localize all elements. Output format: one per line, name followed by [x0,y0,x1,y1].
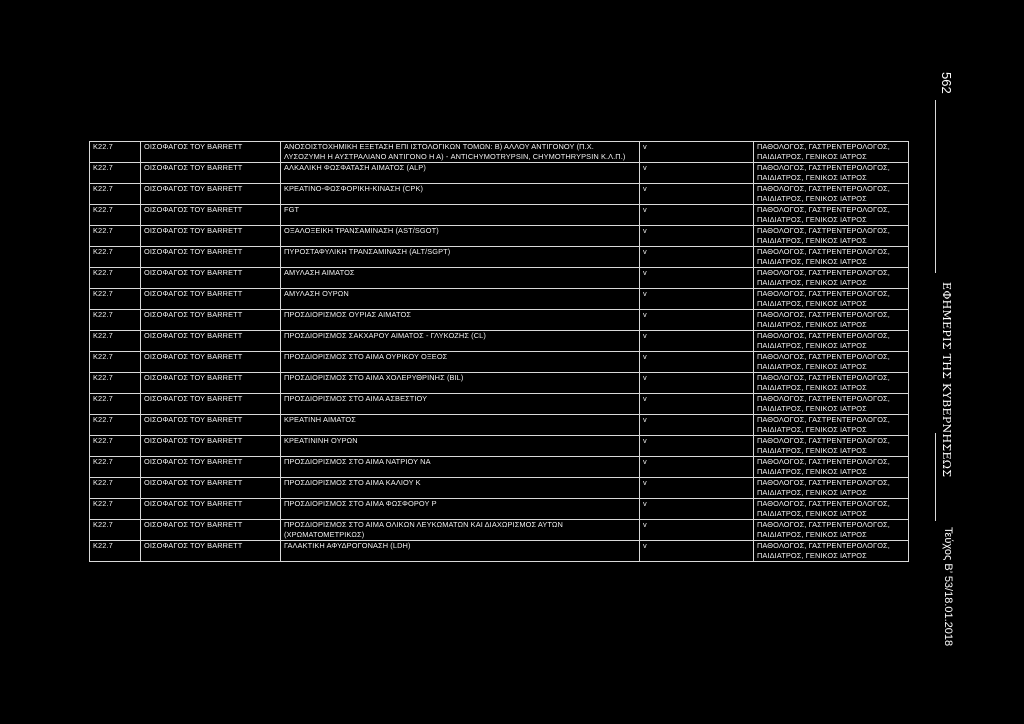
specialty-cell: ΠΑΘΟΛΟΓΟΣ, ΓΑΣΤΡΕΝΤΕΡΟΛΟΓΟΣ, ΠΑΙΔΙΑΤΡΟΣ, ΓΕΝΙΚΟΣ ΙΑΤΡΟΣ [754,499,909,520]
exam-table-body [90,142,909,562]
specialty-cell: ΠΑΘΟΛΟΓΟΣ, ΓΑΣΤΡΕΝΤΕΡΟΛΟΓΟΣ, ΠΑΙΔΙΑΤΡΟΣ, ΓΕΝΙΚΟΣ ΙΑΤΡΟΣ [754,205,909,226]
diagnosis-cell: ΟΙΣΟΦΑΓΟΣ ΤΟΥ BARRETT [141,226,281,247]
diagnosis-cell: ΟΙΣΟΦΑΓΟΣ ΤΟΥ BARRETT [141,457,281,478]
specialty-cell: ΠΑΘΟΛΟΓΟΣ, ΓΑΣΤΡΕΝΤΕΡΟΛΟΓΟΣ, ΠΑΙΔΙΑΤΡΟΣ, ΓΕΝΙΚΟΣ ΙΑΤΡΟΣ [754,226,909,247]
icd-code-cell: K22.7 [90,163,141,184]
test-name-cell: ΑΜΥΛΑΣΗ ΑΙΜΑΤΟΣ [281,268,640,289]
diagnosis-cell: ΟΙΣΟΦΑΓΟΣ ΤΟΥ BARRETT [141,289,281,310]
mark-cell: v [640,352,754,373]
table-row [90,331,909,352]
diagnosis-cell: ΟΙΣΟΦΑΓΟΣ ΤΟΥ BARRETT [141,520,281,541]
table-row [90,415,909,436]
specialty-cell: ΠΑΘΟΛΟΓΟΣ, ΓΑΣΤΡΕΝΤΕΡΟΛΟΓΟΣ, ΠΑΙΔΙΑΤΡΟΣ, ΓΕΝΙΚΟΣ ΙΑΤΡΟΣ [754,289,909,310]
icd-code-cell: K22.7 [90,415,141,436]
test-name-cell: ΠΡΟΣΔΙΟΡΙΣΜΟΣ ΣΤΟ ΑΙΜΑ ΑΣΒΕΣΤΙΟΥ [281,394,640,415]
mark-cell: v [640,541,754,562]
specialty-cell: ΠΑΘΟΛΟΓΟΣ, ΓΑΣΤΡΕΝΤΕΡΟΛΟΓΟΣ, ΠΑΙΔΙΑΤΡΟΣ, ΓΕΝΙΚΟΣ ΙΑΤΡΟΣ [754,142,909,163]
diagnosis-cell: ΟΙΣΟΦΑΓΟΣ ΤΟΥ BARRETT [141,142,281,163]
mark-cell: v [640,289,754,310]
mark-cell: v [640,478,754,499]
diagnosis-cell: ΟΙΣΟΦΑΓΟΣ ΤΟΥ BARRETT [141,541,281,562]
icd-code-cell: K22.7 [90,247,141,268]
table-row [90,184,909,205]
specialty-cell: ΠΑΘΟΛΟΓΟΣ, ΓΑΣΤΡΕΝΤΕΡΟΛΟΓΟΣ, ΠΑΙΔΙΑΤΡΟΣ, ΓΕΝΙΚΟΣ ΙΑΤΡΟΣ [754,331,909,352]
diagnosis-cell: ΟΙΣΟΦΑΓΟΣ ΤΟΥ BARRETT [141,352,281,373]
test-name-cell: ΠΡΟΣΔΙΟΡΙΣΜΟΣ ΣΤΟ ΑΙΜΑ ΟΛΙΚΩΝ ΛΕΥΚΩΜΑΤΩΝ ΚΑΙ ΔΙΑΧΩΡΙΣΜΟΣ ΑΥΤΩΝ (ΧΡΩΜΑΤΟΜΕΤΡΙΚΩΣ) [281,520,640,541]
table-row [90,226,909,247]
diagnosis-cell: ΟΙΣΟΦΑΓΟΣ ΤΟΥ BARRETT [141,415,281,436]
mark-cell: v [640,394,754,415]
mark-cell: v [640,373,754,394]
table-row [90,394,909,415]
table-row [90,499,909,520]
table-row [90,205,909,226]
diagnosis-cell: ΟΙΣΟΦΑΓΟΣ ΤΟΥ BARRETT [141,478,281,499]
test-name-cell: ΠΥΡΟΣΤΑΦΥΛΙΚΗ ΤΡΑΝΣΑΜΙΝΑΣΗ (ALT/SGPT) [281,247,640,268]
test-name-cell: ΚΡΕΑΤΙΝΗ ΑΙΜΑΤΟΣ [281,415,640,436]
diagnosis-cell: ΟΙΣΟΦΑΓΟΣ ΤΟΥ BARRETT [141,310,281,331]
mark-cell: v [640,310,754,331]
icd-code-cell: K22.7 [90,541,141,562]
mark-cell: v [640,268,754,289]
specialty-cell: ΠΑΘΟΛΟΓΟΣ, ΓΑΣΤΡΕΝΤΕΡΟΛΟΓΟΣ, ΠΑΙΔΙΑΤΡΟΣ, ΓΕΝΙΚΟΣ ΙΑΤΡΟΣ [754,457,909,478]
diagnosis-cell: ΟΙΣΟΦΑΓΟΣ ΤΟΥ BARRETT [141,268,281,289]
specialty-cell: ΠΑΘΟΛΟΓΟΣ, ΓΑΣΤΡΕΝΤΕΡΟΛΟΓΟΣ, ΠΑΙΔΙΑΤΡΟΣ, ΓΕΝΙΚΟΣ ΙΑΤΡΟΣ [754,436,909,457]
specialty-cell: ΠΑΘΟΛΟΓΟΣ, ΓΑΣΤΡΕΝΤΕΡΟΛΟΓΟΣ, ΠΑΙΔΙΑΤΡΟΣ, ΓΕΝΙΚΟΣ ΙΑΤΡΟΣ [754,247,909,268]
specialty-cell: ΠΑΘΟΛΟΓΟΣ, ΓΑΣΤΡΕΝΤΕΡΟΛΟΓΟΣ, ΠΑΙΔΙΑΤΡΟΣ, ΓΕΝΙΚΟΣ ΙΑΤΡΟΣ [754,373,909,394]
mark-cell: v [640,499,754,520]
test-name-cell: ΚΡΕΑΤΙΝΟ-ΦΩΣΦΟΡΙΚΗ-ΚΙΝΑΣΗ (CPK) [281,184,640,205]
mark-cell: v [640,436,754,457]
specialty-cell: ΠΑΘΟΛΟΓΟΣ, ΓΑΣΤΡΕΝΤΕΡΟΛΟΓΟΣ, ΠΑΙΔΙΑΤΡΟΣ, ΓΕΝΙΚΟΣ ΙΑΤΡΟΣ [754,415,909,436]
margin-divider-top [935,100,936,273]
exam-table [89,141,909,562]
icd-code-cell: K22.7 [90,226,141,247]
diagnosis-cell: ΟΙΣΟΦΑΓΟΣ ΤΟΥ BARRETT [141,247,281,268]
table-row [90,352,909,373]
icd-code-cell: K22.7 [90,268,141,289]
icd-code-cell: K22.7 [90,499,141,520]
test-name-cell: ΠΡΟΣΔΙΟΡΙΣΜΟΣ ΣΑΚΧΑΡΟΥ ΑΙΜΑΤΟΣ - ΓΛΥΚΟΖΗΣ (CL) [281,331,640,352]
icd-code-cell: K22.7 [90,394,141,415]
specialty-cell: ΠΑΘΟΛΟΓΟΣ, ΓΑΣΤΡΕΝΤΕΡΟΛΟΓΟΣ, ΠΑΙΔΙΑΤΡΟΣ, ΓΕΝΙΚΟΣ ΙΑΤΡΟΣ [754,352,909,373]
specialty-cell: ΠΑΘΟΛΟΓΟΣ, ΓΑΣΤΡΕΝΤΕΡΟΛΟΓΟΣ, ΠΑΙΔΙΑΤΡΟΣ, ΓΕΝΙΚΟΣ ΙΑΤΡΟΣ [754,541,909,562]
mark-cell: v [640,415,754,436]
diagnosis-cell: ΟΙΣΟΦΑΓΟΣ ΤΟΥ BARRETT [141,205,281,226]
test-name-cell: ΑΛΚΑΛΙΚΗ ΦΩΣΦΑΤΑΣΗ ΑΙΜΑΤΟΣ (ALP) [281,163,640,184]
test-name-cell: ΟΞΑΛΟΞΕΙΚΗ ΤΡΑΝΣΑΜΙΝΑΣΗ (AST/SGOT) [281,226,640,247]
diagnosis-cell: ΟΙΣΟΦΑΓΟΣ ΤΟΥ BARRETT [141,163,281,184]
table-row [90,289,909,310]
test-name-cell: ΠΡΟΣΔΙΟΡΙΣΜΟΣ ΣΤΟ ΑΙΜΑ ΟΥΡΙΚΟΥ ΟΞΕΟΣ [281,352,640,373]
specialty-cell: ΠΑΘΟΛΟΓΟΣ, ΓΑΣΤΡΕΝΤΕΡΟΛΟΓΟΣ, ΠΑΙΔΙΑΤΡΟΣ, ΓΕΝΙΚΟΣ ΙΑΤΡΟΣ [754,310,909,331]
icd-code-cell: K22.7 [90,436,141,457]
mark-cell: v [640,205,754,226]
mark-cell: v [640,184,754,205]
specialty-cell: ΠΑΘΟΛΟΓΟΣ, ΓΑΣΤΡΕΝΤΕΡΟΛΟΓΟΣ, ΠΑΙΔΙΑΤΡΟΣ, ΓΕΝΙΚΟΣ ΙΑΤΡΟΣ [754,184,909,205]
specialty-cell: ΠΑΘΟΛΟΓΟΣ, ΓΑΣΤΡΕΝΤΕΡΟΛΟΓΟΣ, ΠΑΙΔΙΑΤΡΟΣ, ΓΕΝΙΚΟΣ ΙΑΤΡΟΣ [754,520,909,541]
mark-cell: v [640,247,754,268]
mark-cell: v [640,457,754,478]
diagnosis-cell: ΟΙΣΟΦΑΓΟΣ ΤΟΥ BARRETT [141,184,281,205]
mark-cell: v [640,226,754,247]
test-name-cell: ΓΑΛΑΚΤΙΚΗ ΑΦΥΔΡΟΓΟΝΑΣΗ (LDH) [281,541,640,562]
icd-code-cell: K22.7 [90,289,141,310]
table-row [90,373,909,394]
test-name-cell: ΠΡΟΣΔΙΟΡΙΣΜΟΣ ΣΤΟ ΑΙΜΑ ΝΑΤΡΙΟΥ ΝΑ [281,457,640,478]
table-row [90,436,909,457]
mark-cell: v [640,331,754,352]
test-name-cell: ΚΡΕΑΤΙΝΙΝΗ ΟΥΡΩΝ [281,436,640,457]
issue-info: Τεύχος Β’ 53/18.01.2018 [942,527,954,647]
icd-code-cell: K22.7 [90,184,141,205]
table-row [90,268,909,289]
icd-code-cell: K22.7 [90,205,141,226]
table-row [90,541,909,562]
margin-divider-middle [935,433,936,521]
table-row [90,142,909,163]
test-name-cell: ΠΡΟΣΔΙΟΡΙΣΜΟΣ ΟΥΡΙΑΣ ΑΙΜΑΤΟΣ [281,310,640,331]
icd-code-cell: K22.7 [90,352,141,373]
table-row [90,478,909,499]
table-row [90,247,909,268]
test-name-cell: FGT [281,205,640,226]
mark-cell: v [640,163,754,184]
icd-code-cell: K22.7 [90,373,141,394]
diagnosis-cell: ΟΙΣΟΦΑΓΟΣ ΤΟΥ BARRETT [141,373,281,394]
diagnosis-cell: ΟΙΣΟΦΑΓΟΣ ΤΟΥ BARRETT [141,499,281,520]
specialty-cell: ΠΑΘΟΛΟΓΟΣ, ΓΑΣΤΡΕΝΤΕΡΟΛΟΓΟΣ, ΠΑΙΔΙΑΤΡΟΣ, ΓΕΝΙΚΟΣ ΙΑΤΡΟΣ [754,268,909,289]
diagnosis-cell: ΟΙΣΟΦΑΓΟΣ ΤΟΥ BARRETT [141,436,281,457]
table-row [90,163,909,184]
test-name-cell: ΠΡΟΣΔΙΟΡΙΣΜΟΣ ΣΤΟ ΑΙΜΑ ΦΩΣΦΟΡΟΥ Ρ [281,499,640,520]
icd-code-cell: K22.7 [90,310,141,331]
diagnosis-cell: ΟΙΣΟΦΑΓΟΣ ΤΟΥ BARRETT [141,394,281,415]
specialty-cell: ΠΑΘΟΛΟΓΟΣ, ΓΑΣΤΡΕΝΤΕΡΟΛΟΓΟΣ, ΠΑΙΔΙΑΤΡΟΣ, ΓΕΝΙΚΟΣ ΙΑΤΡΟΣ [754,478,909,499]
exam-table-container [89,141,908,562]
specialty-cell: ΠΑΘΟΛΟΓΟΣ, ΓΑΣΤΡΕΝΤΕΡΟΛΟΓΟΣ, ΠΑΙΔΙΑΤΡΟΣ, ΓΕΝΙΚΟΣ ΙΑΤΡΟΣ [754,394,909,415]
table-row [90,310,909,331]
test-name-cell: ΑΜΥΛΑΣΗ ΟΥΡΩΝ [281,289,640,310]
specialty-cell: ΠΑΘΟΛΟΓΟΣ, ΓΑΣΤΡΕΝΤΕΡΟΛΟΓΟΣ, ΠΑΙΔΙΑΤΡΟΣ, ΓΕΝΙΚΟΣ ΙΑΤΡΟΣ [754,163,909,184]
test-name-cell: ΠΡΟΣΔΙΟΡΙΣΜΟΣ ΣΤΟ ΑΙΜΑ ΧΟΛΕΡΥΘΡΙΝΗΣ (BIL) [281,373,640,394]
test-name-cell: ΑΝΟΣΟΙΣΤΟΧΗΜΙΚΗ ΕΞΕΤΑΣΗ ΕΠΙ ΙΣΤΟΛΟΓΙΚΩΝ ΤΟΜΩΝ: Β) ΑΛΛΟΥ ΑΝΤΙΓΟΝΟΥ (Π.Χ. ΛΥΣΟΖΥΜΗ Η ΑΥΣΤΡΑΛΙΑΝΟ ΑΝΤΙΓΟΝΟ Η Α) - ANTICHYMOTRYPSIN, CHYMOTHRYPSIN Κ.Λ.Π.) [281,142,640,163]
table-row [90,520,909,541]
icd-code-cell: K22.7 [90,457,141,478]
icd-code-cell: K22.7 [90,478,141,499]
icd-code-cell: K22.7 [90,331,141,352]
icd-code-cell: K22.7 [90,520,141,541]
diagnosis-cell: ΟΙΣΟΦΑΓΟΣ ΤΟΥ BARRETT [141,331,281,352]
test-name-cell: ΠΡΟΣΔΙΟΡΙΣΜΟΣ ΣΤΟ ΑΙΜΑ ΚΑΛΙΟΥ Κ [281,478,640,499]
page-number: 562 [939,72,954,94]
mark-cell: v [640,142,754,163]
journal-title: ΕΦΗΜΕΡΙΣ ΤΗΣ ΚΥΒΕΡΝΗΣΕΩΣ [940,282,953,478]
mark-cell: v [640,520,754,541]
table-row [90,457,909,478]
icd-code-cell: K22.7 [90,142,141,163]
